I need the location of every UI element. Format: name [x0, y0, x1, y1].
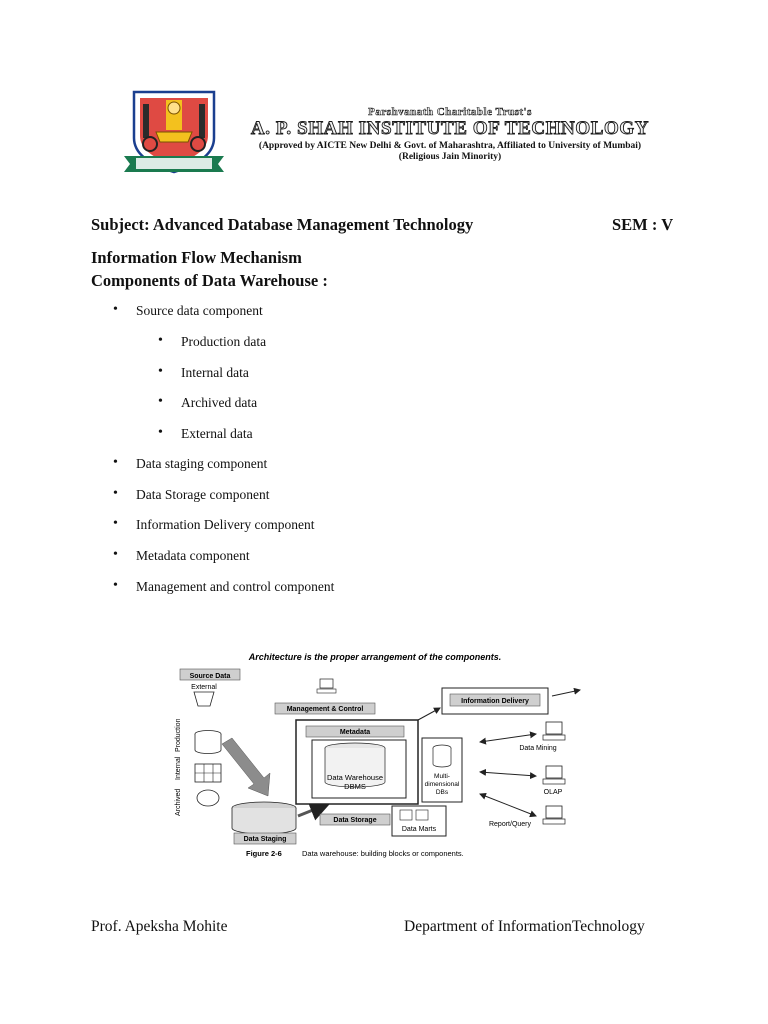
- olap-label: OLAP: [543, 789, 563, 796]
- list-item-label: Source data component: [136, 303, 263, 318]
- production-label: Production: [175, 718, 182, 752]
- figure-title: Architecture is the proper arrangement of the components.: [248, 652, 502, 662]
- list-item-label: Information Delivery component: [136, 517, 315, 532]
- report-query-label: Report/Query: [488, 821, 532, 828]
- data-staging-label: Data Staging: [243, 836, 287, 843]
- semester-label: SEM : V: [612, 215, 674, 234]
- multi-db-line1: Multi-: [434, 773, 450, 780]
- sub-list-item-label: External data: [181, 426, 253, 441]
- list-item-label: Management and control component: [136, 579, 335, 594]
- external-label: External: [191, 684, 217, 691]
- architecture-figure: [160, 648, 590, 864]
- footer-department: Department of InformationTechnology: [404, 918, 645, 935]
- metadata-label: Metadata: [339, 729, 371, 736]
- dw-label-line1: Data Warehouse: [326, 773, 384, 782]
- list-item-label: Metadata component: [136, 548, 250, 563]
- list-item: • Management and control component: [113, 578, 335, 594]
- sub-list-item: • Production data: [158, 333, 267, 349]
- sub-list-item-label: Production data: [181, 334, 267, 349]
- data-marts-label: Data Marts: [401, 826, 437, 833]
- approval-line: (Approved by AICTE New Delhi & Govt. of Maharashtra, Affiliated to University of Mumbai): [258, 141, 642, 151]
- information-delivery-label: Information Delivery: [461, 698, 529, 705]
- data-mining-label: Data Mining: [519, 745, 557, 752]
- section-subheading: Components of Data Warehouse :: [91, 271, 328, 290]
- list-item: • Metadata component: [113, 547, 250, 563]
- archived-label: Archived: [175, 788, 182, 816]
- internal-label: Internal: [175, 756, 182, 780]
- figure-caption-number: Figure 2-6: [246, 849, 282, 858]
- multi-db-line2: dimensional: [424, 781, 460, 788]
- list-item-label: Data staging component: [136, 456, 268, 471]
- sub-list-item: • Internal data: [158, 364, 249, 380]
- sub-list-item-label: Archived data: [181, 395, 258, 410]
- dw-label-line2: DBMS: [344, 782, 366, 791]
- management-control-label: Management & Control: [286, 706, 364, 713]
- trust-name: Parshvanath Charitable Trust's: [368, 106, 532, 118]
- figure-caption-text: Data warehouse: building blocks or components.: [302, 849, 464, 858]
- sub-list-item-label: Internal data: [181, 365, 249, 380]
- data-storage-label: Data Storage: [333, 817, 377, 824]
- list-item: • Data staging component: [113, 455, 268, 471]
- section-heading: Information Flow Mechanism: [91, 248, 302, 267]
- list-item: • Source data component: [113, 302, 263, 318]
- list-item-label: Data Storage component: [136, 487, 270, 502]
- institute-name: A. P. SHAH INSTITUTE OF TECHNOLOGY: [250, 118, 650, 139]
- multi-db-line3: DBs: [435, 789, 449, 796]
- subject-title: Subject: Advanced Database Management Technology: [91, 215, 474, 234]
- list-item: • Information Delivery component: [113, 516, 315, 532]
- list-item: • Data Storage component: [113, 486, 270, 502]
- source-data-label: Source Data: [189, 673, 231, 680]
- minority-line: (Religious Jain Minority): [398, 152, 502, 162]
- footer-author: Prof. Apeksha Mohite: [91, 918, 228, 935]
- sub-list-item: • Archived data: [158, 394, 258, 410]
- institute-crest-logo: [116, 86, 232, 178]
- sub-list-item: • External data: [158, 425, 253, 441]
